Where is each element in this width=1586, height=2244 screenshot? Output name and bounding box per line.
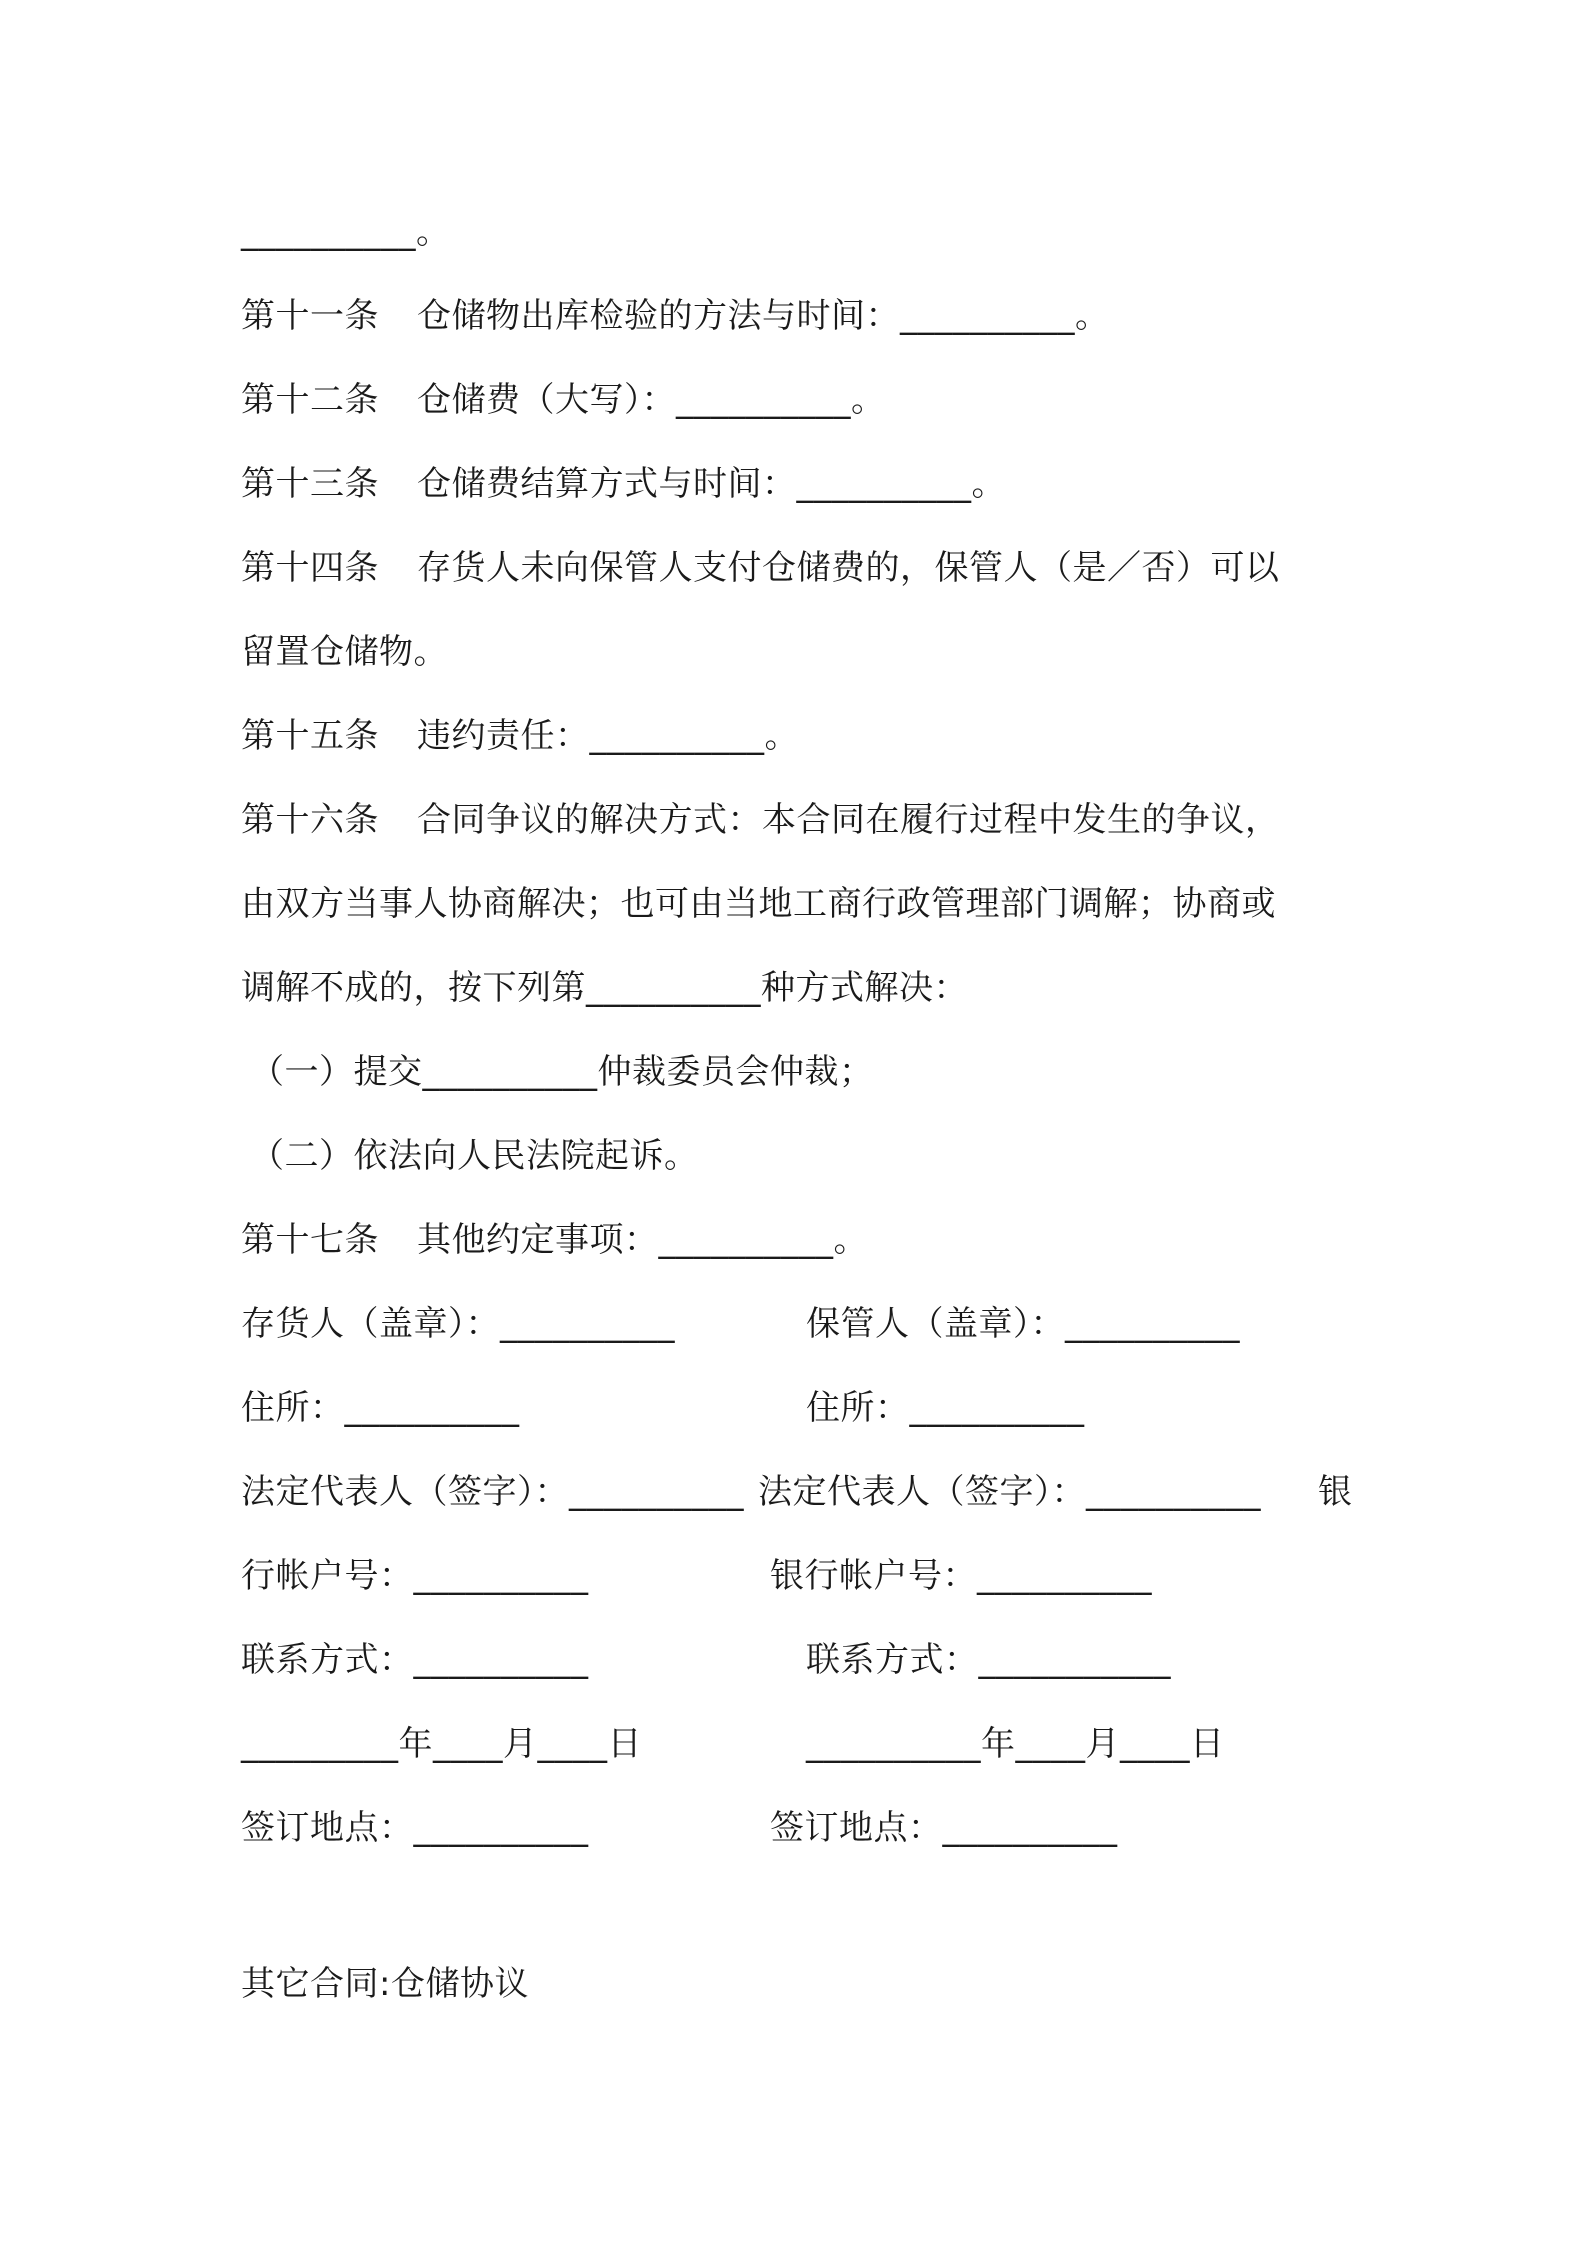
legal-rep-right <box>758 1470 1261 1514</box>
article-text: 仓储费（大写）：__________。 <box>417 380 886 420</box>
keeper-seal <box>806 1302 1240 1346</box>
article-13 <box>241 462 1006 506</box>
text-line: 调解不成的，按下列第__________种方式解决： <box>241 968 968 1008</box>
option-arbitration <box>250 1050 874 1094</box>
article-16-cont-2 <box>241 966 968 1010</box>
legal-rep-left <box>241 1470 744 1514</box>
article-number: 第十六条 <box>241 800 379 840</box>
article-number: 第十七条 <box>241 1220 379 1260</box>
contact-right <box>806 1638 1171 1682</box>
address-right <box>806 1386 1085 1430</box>
article-number: 第十一条 <box>241 296 379 336</box>
blank-line-end <box>241 210 451 254</box>
article-text: 仓储费结算方式与时间：__________。 <box>417 464 1006 504</box>
signature-field: _________年____月____日 <box>241 1724 642 1764</box>
place-left <box>241 1806 589 1850</box>
article-number: 第十五条 <box>241 716 379 756</box>
signature-field: 住所：__________ <box>241 1388 520 1428</box>
bank-tail-char <box>1318 1470 1352 1514</box>
bank-right <box>770 1554 1152 1598</box>
signature-field: 存货人（盖章）：__________ <box>241 1304 675 1344</box>
article-16 <box>241 798 1280 842</box>
article-text: 合同争议的解决方式：本合同在履行过程中发生的争议， <box>417 800 1280 840</box>
bank-left <box>241 1554 589 1598</box>
article-17 <box>241 1218 868 1262</box>
signature-field: 联系方式：__________ <box>241 1640 589 1680</box>
signature-field: 签订地点：__________ <box>770 1808 1118 1848</box>
article-14-cont <box>241 630 448 674</box>
signature-field: 签订地点：__________ <box>241 1808 589 1848</box>
signature-field: __________年____月____日 <box>806 1724 1225 1764</box>
signature-field: 行帐户号：__________ <box>241 1556 589 1596</box>
option-court <box>250 1134 699 1178</box>
article-16-cont-1 <box>241 882 1276 926</box>
article-15 <box>241 714 799 758</box>
text-line: （二）依法向人民法院起诉。 <box>250 1136 699 1176</box>
article-text: 其他约定事项：__________。 <box>417 1220 868 1260</box>
text-line: 留置仓储物。 <box>241 632 448 672</box>
footer-text: 其它合同:仓储协议 <box>241 1964 529 2004</box>
date-right <box>806 1722 1225 1766</box>
article-number: 第十三条 <box>241 464 379 504</box>
contact-left <box>241 1638 589 1682</box>
article-text: 仓储物出库检验的方法与时间：__________。 <box>417 296 1110 336</box>
article-number: 第十四条 <box>241 548 379 588</box>
text-fragment: 银 <box>1318 1472 1352 1512</box>
signature-field: 保管人（盖章）：__________ <box>806 1304 1240 1344</box>
article-number: 第十二条 <box>241 380 379 420</box>
article-11 <box>241 294 1110 338</box>
signature-field: 银行帐户号：__________ <box>770 1556 1152 1596</box>
place-right <box>770 1806 1118 1850</box>
depositor-seal <box>241 1302 675 1346</box>
signature-field: 联系方式：___________ <box>806 1640 1171 1680</box>
article-12 <box>241 378 886 422</box>
article-14 <box>241 546 1280 590</box>
signature-field: 法定代表人（签字）：__________ <box>758 1472 1261 1512</box>
address-left <box>241 1386 520 1430</box>
article-text: 存货人未向保管人支付仓储费的，保管人（是／否）可以 <box>417 548 1280 588</box>
text-line: __________。 <box>241 212 451 252</box>
date-left <box>241 1722 642 1766</box>
signature-field: 法定代表人（签字）：__________ <box>241 1472 744 1512</box>
signature-field: 住所：__________ <box>806 1388 1085 1428</box>
text-line: （一）提交__________仲裁委员会仲裁； <box>250 1052 874 1092</box>
article-text: 违约责任：__________。 <box>417 716 799 756</box>
footer-note <box>241 1962 529 2006</box>
text-line: 由双方当事人协商解决；也可由当地工商行政管理部门调解；协商或 <box>241 884 1276 924</box>
